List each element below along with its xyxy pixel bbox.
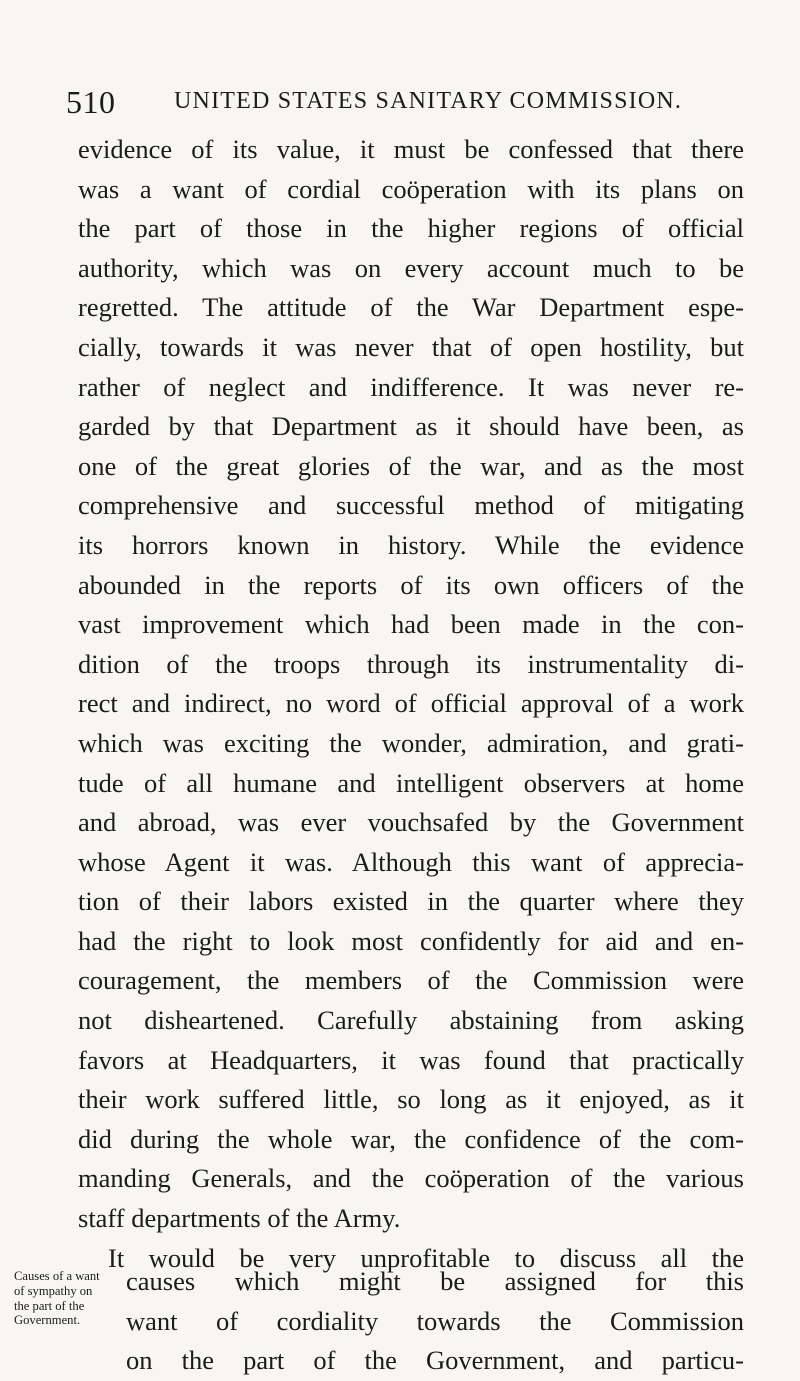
text-line: tude of all humane and intelligent observers at home: [78, 767, 744, 798]
text-line: their work suffered little, so long as it enjoyed, as it: [78, 1084, 744, 1115]
main-paragraph: [78, 130, 744, 1278]
margin-note-line: Causes of a want: [14, 1269, 100, 1283]
text-line: did during the whole war, the confidence of the com-: [78, 1123, 744, 1154]
text-line: evidence of its value, it must be confessed that there: [78, 134, 744, 164]
text-line: dition of the troops through its instrumentality di-: [78, 648, 744, 679]
text-line: couragement, the members of the Commission were: [78, 965, 744, 996]
text-line: on the part of the Government, and particu-: [126, 1345, 744, 1376]
text-line: causes which might be assigned for this: [126, 1266, 744, 1296]
text-line: one of the great glories of the war, and as the most: [78, 450, 744, 481]
text-line: cially, towards it was never that of open hostility, but: [78, 331, 744, 362]
text-line: rect and indirect, no word of official approval of a work: [78, 688, 744, 719]
text-line: comprehensive and successful method of mitigating: [78, 490, 744, 521]
text-line: abounded in the reports of its own officers of the: [78, 569, 744, 600]
text-line: which was exciting the wonder, admiration, and grati-: [78, 727, 744, 758]
text-line: whose Agent it was. Although this want of apprecia-: [78, 846, 744, 877]
text-line: garded by that Department as it should have been, as: [78, 411, 744, 442]
text-line: rather of neglect and indifference. It was never re-: [78, 371, 744, 402]
text-line: regretted. The attitude of the War Department espe-: [78, 292, 744, 323]
text-line: the part of those in the higher regions of official: [78, 213, 744, 244]
text-line: favors at Headquarters, it was found that practically: [78, 1044, 744, 1075]
running-title: UNITED STATES SANITARY COMMISSION.: [174, 88, 683, 114]
text-line: its horrors known in history. While the evidence: [78, 529, 744, 560]
text-line: authority, which was on every account much to be: [78, 252, 744, 283]
text-line: not disheartened. Carefully abstaining from asking: [78, 1005, 744, 1036]
paragraph-first-line: It would be very unprofitable to discuss all the: [108, 1242, 744, 1273]
margin-note-line: the part of the: [14, 1298, 85, 1313]
text-line: and abroad, was ever vouchsafed by the Government: [78, 807, 744, 838]
text-line: want of cordiality towards the Commission: [126, 1305, 744, 1336]
page-number: 510: [66, 84, 116, 120]
running-head: [66, 84, 756, 124]
margin-note: [14, 1269, 118, 1328]
margin-note-line: Government.: [14, 1313, 81, 1328]
text-line: was a want of cordial coöperation with its plans on: [78, 173, 744, 204]
text-line: tion of their labors existed in the quarter where they: [78, 886, 744, 917]
narrow-paragraph: [126, 1262, 744, 1381]
text-line: had the right to look most confidently for aid and en-: [78, 925, 744, 956]
text-line: staff departments of the Army.: [78, 1203, 401, 1234]
text-line: manding Generals, and the coöperation of the various: [78, 1163, 744, 1194]
margin-note-line: of sympathy on: [14, 1283, 93, 1298]
text-line: vast improvement which had been made in the con-: [78, 609, 744, 640]
